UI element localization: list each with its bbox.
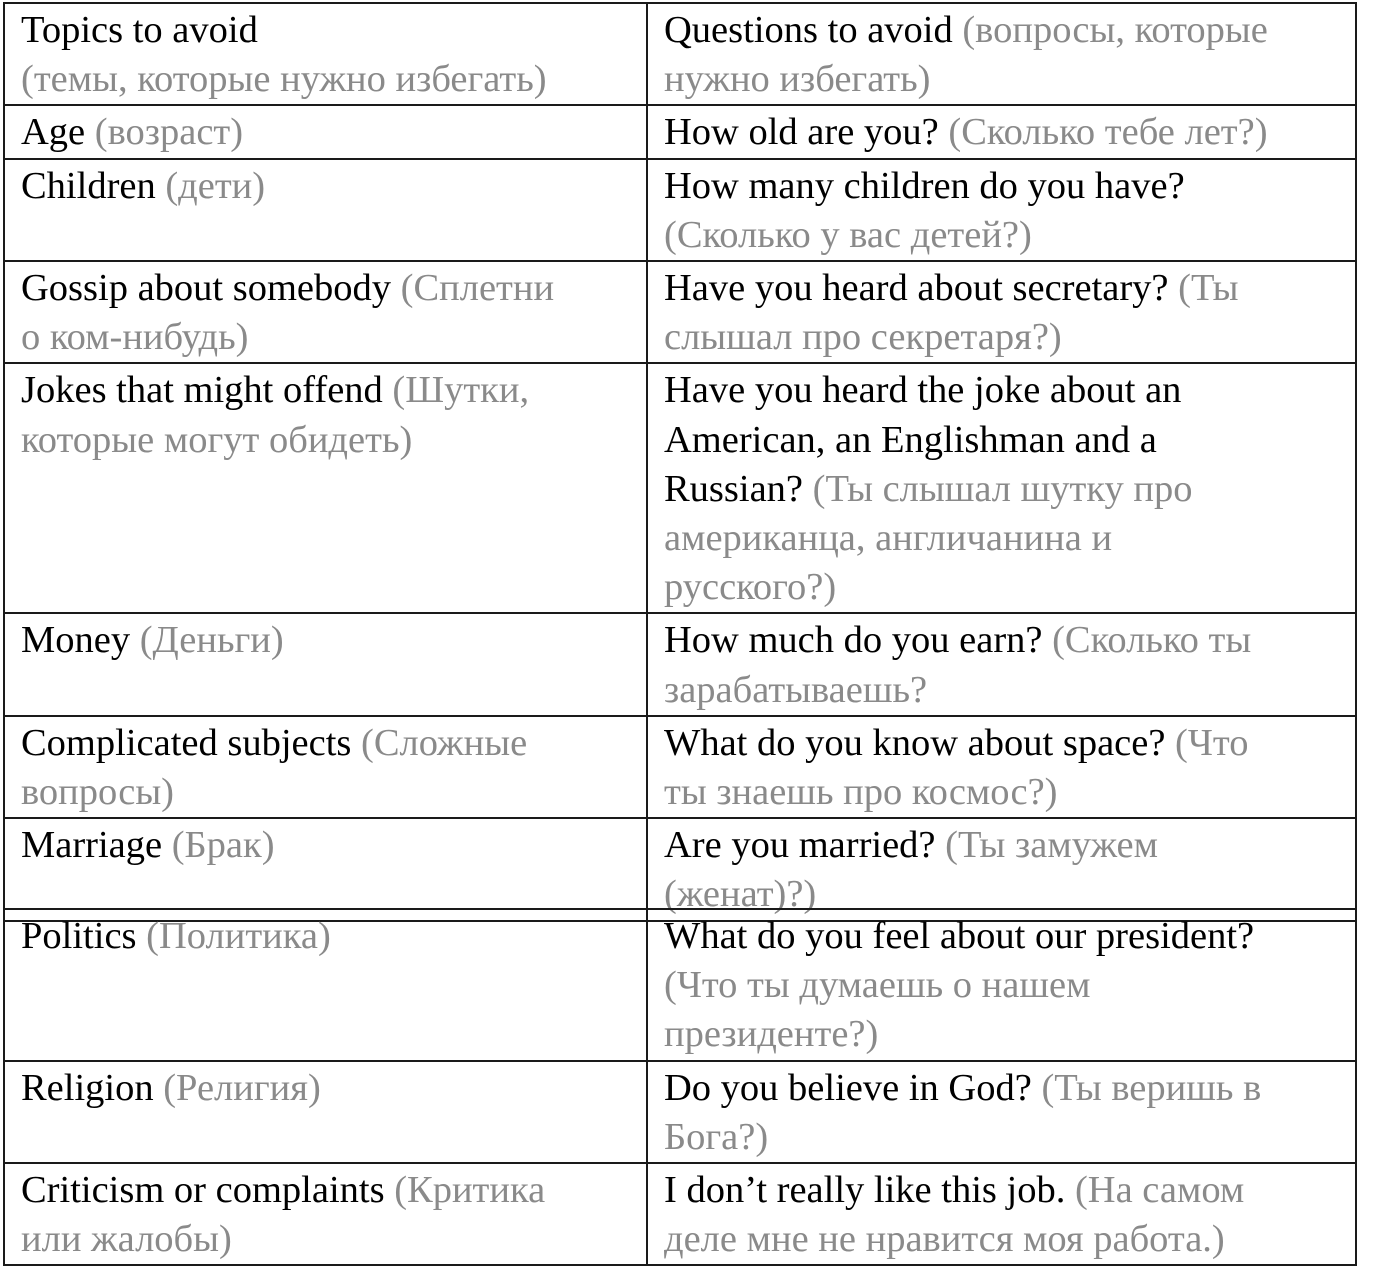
question-cell — [647, 613, 1356, 715]
question-cell — [647, 716, 1356, 818]
topic-ru-1: (Сложные — [361, 721, 528, 764]
table-row — [4, 613, 1356, 715]
question-ru-1: (Ты замужем — [945, 824, 1158, 867]
topic-ru-1: (Сплетни — [400, 267, 555, 310]
question-ru-1: (Что — [1175, 721, 1249, 764]
topic-ru: (Политика) — [146, 915, 331, 957]
topic-cell — [4, 909, 647, 1061]
question-en: How many children do you have? — [664, 164, 1185, 207]
question-ru-2: деле мне не нравится моя работа.) — [664, 1218, 1225, 1261]
topic-en: Religion — [21, 1066, 154, 1109]
question-ru-2: зарабатываешь? — [664, 668, 928, 711]
topic-cell — [4, 1163, 647, 1265]
question-cell — [647, 105, 1356, 158]
topic-ru-2: о ком-нибудь) — [21, 316, 249, 359]
topic-cell — [4, 716, 647, 818]
question-en-1: Have you heard the joke about an — [664, 369, 1182, 412]
topic-en: Marriage — [21, 824, 163, 867]
question-en: How old are you? — [664, 111, 939, 154]
table-row — [4, 1163, 1356, 1265]
topic-ru: (дети) — [165, 164, 266, 207]
table-row — [4, 105, 1356, 158]
question-cell — [647, 909, 1356, 1061]
question-ru-3: русского?) — [664, 566, 837, 609]
topic-ru-2: вопросы) — [21, 771, 175, 814]
question-en: How much do you earn? — [664, 619, 1043, 662]
topic-cell — [4, 1061, 647, 1163]
table-row — [4, 818, 1356, 920]
header-topics-ru: (темы, которые нужно избегать) — [21, 58, 547, 101]
question-en: Do you believe in God? — [664, 1066, 1032, 1109]
topic-en: Children — [21, 164, 156, 207]
topic-ru-2: которые могут обидеть) — [21, 418, 413, 461]
question-ru-2: ты знаешь про космос?) — [664, 771, 1058, 814]
header-topics-en: Topics to avoid — [21, 9, 258, 51]
question-ru-1: (На самом — [1074, 1169, 1245, 1212]
table-row — [4, 1061, 1356, 1163]
question-ru-1: (Сколько ты — [1052, 619, 1252, 662]
question-en: What do you know about space? — [664, 721, 1166, 764]
topic-en: Complicated subjects — [21, 721, 352, 764]
topic-ru: (Брак) — [171, 824, 275, 867]
question-cell — [647, 1163, 1356, 1265]
question-ru-1: (Ты слышал шутку про — [812, 467, 1193, 510]
question-ru-2: президенте?) — [664, 1013, 879, 1056]
table-row — [4, 363, 1356, 613]
topic-cell — [4, 363, 647, 613]
table-row — [4, 909, 1356, 1061]
header-questions-ru-2: нужно избегать) — [664, 58, 931, 101]
topic-cell — [4, 261, 647, 363]
topic-cell — [4, 159, 647, 261]
topics-table-continued — [3, 908, 1357, 1266]
topic-ru-2: или жалобы) — [21, 1218, 232, 1261]
topic-ru-1: (Шутки, — [392, 369, 530, 412]
topic-en: Politics — [21, 915, 137, 957]
topic-en: Gossip about somebody — [21, 267, 392, 310]
topic-cell — [4, 818, 647, 920]
question-ru-2: (женат)?) — [664, 873, 817, 916]
question-ru-1: (Ты веришь в — [1041, 1066, 1262, 1109]
header-questions-cell — [647, 3, 1356, 105]
table-row — [4, 716, 1356, 818]
question-en: What do you feel about our president? — [664, 915, 1255, 957]
topic-ru: (Деньги) — [139, 619, 284, 662]
question-ru-2: слышал про секретаря?) — [664, 316, 1062, 359]
header-questions-ru-1: (вопросы, которые — [962, 9, 1268, 51]
question-en-3: Russian? — [664, 467, 804, 510]
question-cell — [647, 159, 1356, 261]
question-ru-2: американца, англичанина и — [664, 517, 1113, 560]
question-en: I don’t really like this job. — [664, 1169, 1066, 1212]
topic-en: Money — [21, 619, 131, 662]
question-ru: (Сколько у вас детей?) — [664, 213, 1032, 256]
topics-table-main — [3, 2, 1357, 922]
question-en: Have you heard about secretary? — [664, 267, 1169, 310]
topic-en: Criticism or complaints — [21, 1169, 385, 1212]
question-cell — [647, 363, 1356, 613]
question-cell — [647, 818, 1356, 920]
topic-ru: (возраст) — [94, 111, 244, 154]
header-questions-en: Questions to avoid — [664, 9, 953, 51]
topic-ru: (Религия) — [163, 1066, 321, 1109]
header-topics-cell — [4, 3, 647, 105]
question-cell — [647, 261, 1356, 363]
topic-cell — [4, 105, 647, 158]
table-row — [4, 159, 1356, 261]
table-row — [4, 261, 1356, 363]
question-ru-1: (Ты — [1178, 267, 1239, 310]
question-ru-1: (Что ты думаешь о нашем — [664, 964, 1091, 1007]
topic-cell — [4, 613, 647, 715]
topic-en: Age — [21, 111, 86, 154]
question-cell — [647, 1061, 1356, 1163]
question-ru: (Сколько тебе лет?) — [948, 111, 1268, 154]
table-header-row — [4, 3, 1356, 105]
question-ru-2: Бога?) — [664, 1115, 769, 1158]
question-en-2: American, an Englishman and a — [664, 418, 1157, 461]
topic-en: Jokes that might offend — [21, 369, 383, 412]
question-en: Are you married? — [664, 824, 936, 867]
topic-ru-1: (Критика — [394, 1169, 546, 1212]
